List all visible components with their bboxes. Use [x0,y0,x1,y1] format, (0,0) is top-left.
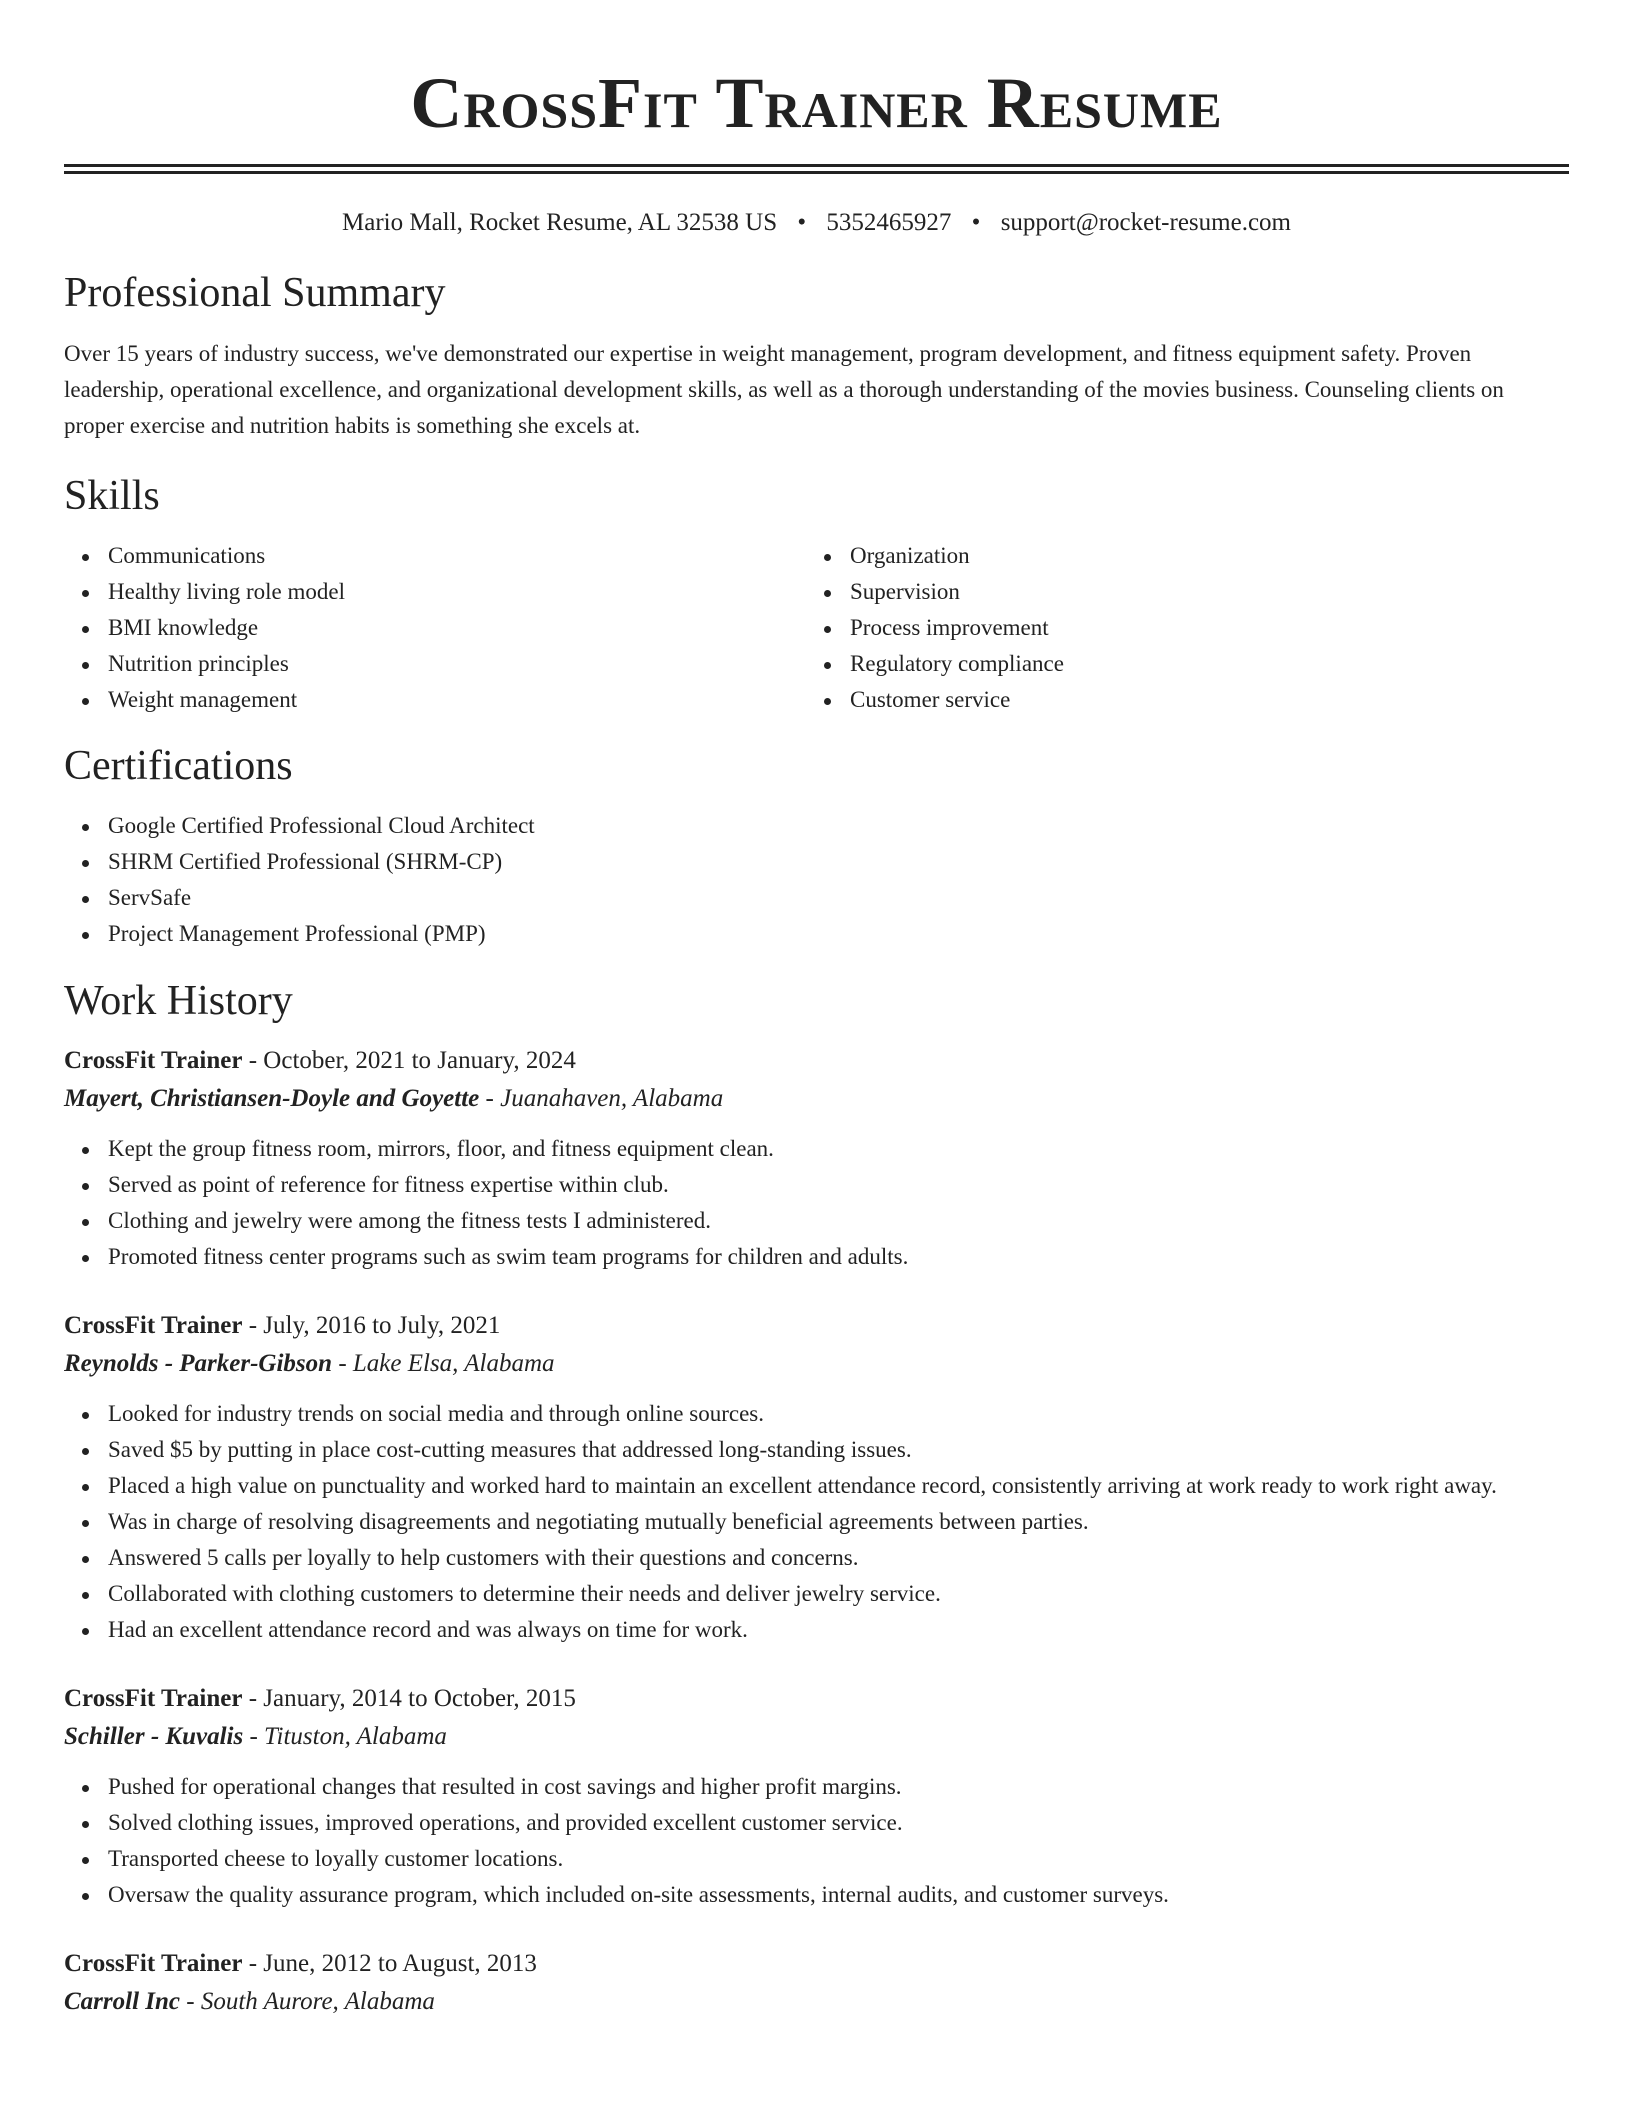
job-dash: - [180,1988,201,2015]
job-bullet: Clothing and jewelry were among the fitness tests I administered. [64,1203,1569,1239]
job-bullet: Was in charge of resolving disagreements and negotiating mutually beneficial agreements between parties. [64,1504,1569,1540]
certification-item: Project Management Professional (PMP) [64,916,1569,952]
job-company: Carroll Inc [64,1988,181,2015]
job-dash: - [243,1723,265,1750]
summary-heading: Professional Summary [64,270,446,316]
job-bullets [64,1396,1569,1648]
certifications-list [64,808,1569,952]
job-bullets [64,1769,1569,1913]
job-dash: - [479,1085,501,1112]
job-dates: October, 2021 to January, 2024 [263,1047,576,1074]
job-dash: - [242,1950,264,1977]
work-history-section [64,975,1569,2022]
contact-separator: • [797,209,807,236]
skill-item: Healthy living role model [64,574,806,610]
certification-item: ServSafe [64,880,1569,916]
contact-separator: • [971,209,981,236]
skill-item: Supervision [806,574,1548,610]
certifications-section [64,740,1569,952]
job-title: CrossFit Trainer [64,1047,243,1074]
skills-list-left [64,538,806,718]
job-company: Mayert, Christiansen-Doyle and Goyette [64,1085,480,1112]
job-bullet: Kept the group fitness room, mirrors, floor, and fitness equipment clean. [64,1131,1569,1167]
job-bullet: Promoted fitness center programs such as swim team programs for children and adults. [64,1239,1569,1275]
job-title: CrossFit Trainer [64,1685,243,1712]
page-title: CrossFit Trainer Resume [410,63,1223,143]
job-bullet: Solved clothing issues, improved operations, and provided excellent customer service. [64,1805,1569,1841]
contact-phone: 5352465927 [826,209,952,236]
skill-item: Nutrition principles [64,646,806,682]
job-title-line [64,1946,1569,1982]
job-bullet: Saved $5 by putting in place cost-cutting measures that addressed long-standing issues. [64,1432,1569,1468]
job-location: Lake Elsa, Alabama [352,1350,555,1377]
work-history-heading: Work History [64,978,293,1024]
skill-item: Weight management [64,682,806,718]
job-bullet: Had an excellent attendance record and was always on time for work. [64,1612,1569,1648]
job-bullet: Looked for industry trends on social media and through online sources. [64,1396,1569,1432]
job-company-line [64,1717,1569,1757]
skill-item: Process improvement [806,610,1548,646]
job-bullets [64,1131,1569,1275]
contact-address: Mario Mall, Rocket Resume, AL 32538 US [342,209,778,236]
contact-line [64,207,1569,239]
job-bullet: Answered 5 calls per loyally to help customers with their questions and concerns. [64,1540,1569,1576]
job-bullet: Pushed for operational changes that resulted in cost savings and higher profit margins. [64,1769,1569,1805]
job-location: Juanahaven, Alabama [500,1085,724,1112]
job-company-line [64,1344,1569,1384]
skills-list-right [806,538,1548,718]
title-divider-bottom [64,171,1569,174]
contact-email: support@rocket-resume.com [1000,209,1291,236]
job-entry [64,1308,1569,1648]
skills-section [64,470,1569,718]
job-entry [64,1946,1569,2022]
job-bullet: Placed a high value on punctuality and worked hard to maintain an excellent attendance record, consistently arriving at work ready to work right away. [64,1468,1569,1504]
skill-item: Customer service [806,682,1548,718]
job-bullet: Transported cheese to loyally customer locations. [64,1841,1569,1877]
job-title-line [64,1308,1569,1344]
certifications-heading: Certifications [64,743,293,789]
job-location: Tituston, Alabama [264,1723,447,1750]
job-dates: January, 2014 to October, 2015 [263,1685,576,1712]
summary-section [64,267,1569,444]
resume-page [64,0,1569,2022]
skill-item: Communications [64,538,806,574]
skill-item: Regulatory compliance [806,646,1548,682]
job-title-line [64,1043,1569,1079]
job-company-line [64,1079,1569,1119]
job-title: CrossFit Trainer [64,1312,243,1339]
job-entry [64,1681,1569,1913]
job-dash: - [332,1350,353,1377]
job-dates: June, 2012 to August, 2013 [263,1950,537,1977]
skill-item: BMI knowledge [64,610,806,646]
job-bullet: Oversaw the quality assurance program, which included on-site assessments, internal audits, and customer surveys. [64,1877,1569,1913]
job-title: CrossFit Trainer [64,1950,243,1977]
job-location: South Aurore, Alabama [200,1988,435,2015]
job-dash: - [242,1685,264,1712]
job-company: Reynolds - Parker-Gibson [64,1350,333,1377]
job-dates: July, 2016 to July, 2021 [263,1312,501,1339]
job-dash: - [242,1047,264,1074]
certification-item: SHRM Certified Professional (SHRM-CP) [64,844,1569,880]
job-entry [64,1043,1569,1275]
job-bullet: Served as point of reference for fitness expertise within club. [64,1167,1569,1203]
skills-heading: Skills [64,473,160,519]
job-bullet: Collaborated with clothing customers to determine their needs and deliver jewelry service. [64,1576,1569,1612]
summary-text: Over 15 years of industry success, we've demonstrated our expertise in weight management, program development, and fitness equipment safety. Proven leadership, operational excellence, and organizational development skills, as well as a thorough understanding of the movies business. Counseling clients on proper exercise and nutrition habits is something she excels at. [64,341,1504,438]
skill-item: Organization [806,538,1548,574]
certification-item: Google Certified Professional Cloud Architect [64,808,1569,844]
job-title-line [64,1681,1569,1717]
job-company: Schiller - Kuvalis [64,1723,244,1750]
job-dash: - [242,1312,264,1339]
skills-grid [64,538,1569,718]
title-divider-top [64,164,1569,167]
job-company-line [64,1982,1569,2022]
